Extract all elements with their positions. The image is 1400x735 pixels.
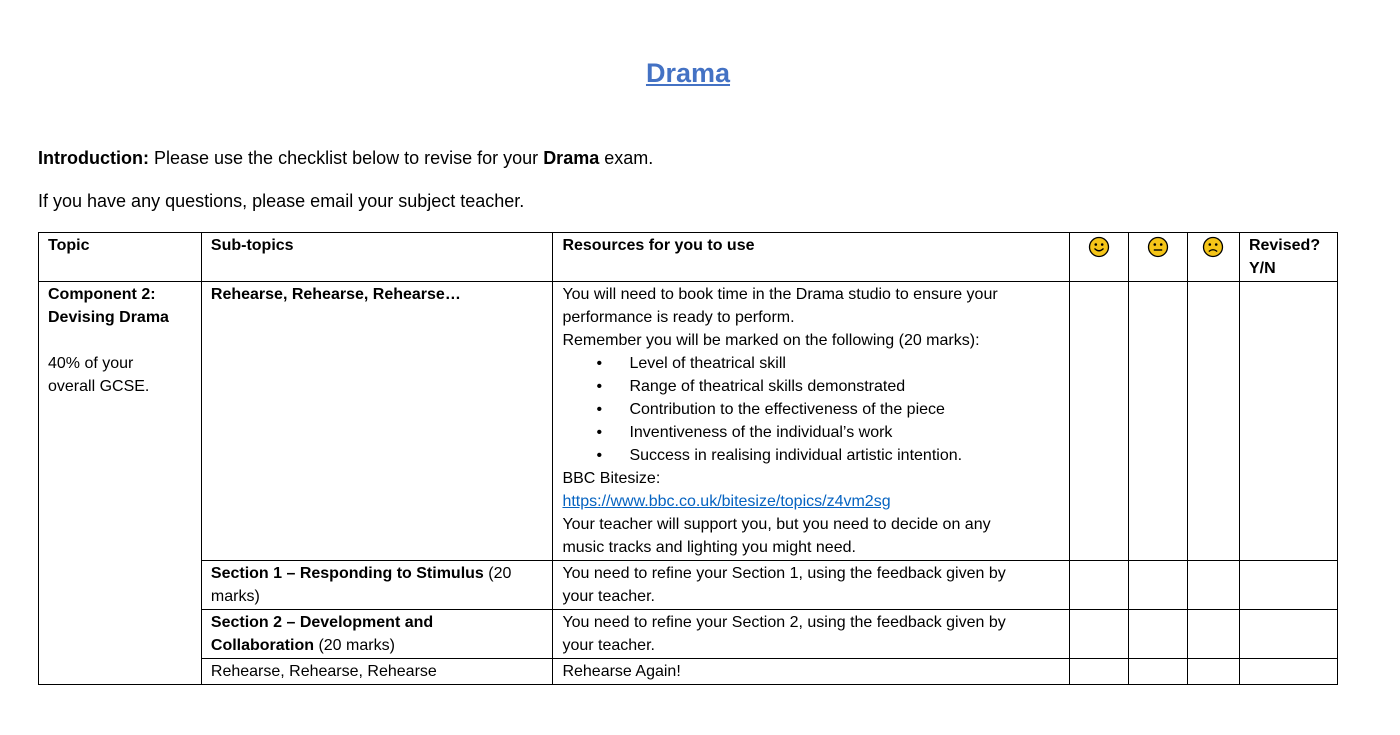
sad-face-icon [1202,236,1224,258]
happy-checkbox-cell[interactable] [1070,610,1129,659]
revised-cell[interactable] [1239,610,1337,659]
resources-cell: You need to refine your Section 1, using the feedback given by your teacher. [553,561,1070,610]
neutral-checkbox-cell[interactable] [1129,561,1188,610]
marking-criteria-list [562,352,1060,467]
topic-note-line1: 40% of your [48,355,134,372]
introduction-text-end: exam. [599,148,654,168]
list-item: • Contribution to the effectiveness of the piece [562,398,1060,421]
happy-checkbox-cell[interactable] [1070,659,1129,685]
header-sad [1188,233,1240,282]
topic-title-line1: Component 2: [48,286,156,303]
list-item: • Level of theatrical skill [562,352,1060,375]
resources-cell: You will need to book time in the Drama studio to ensure your performance is ready to perform. Remember you will be marked on the following (20 marks): • Level of theatrical skill • Range of theatrical skills demonstrated • Contribution to the effectiveness of the piece • Inventiveness of the individual’s work • Success in realising individual artistic intention. BBC Bitesize: https://www.bbc.co.uk/bitesize/topics/z4vm2sg Your teacher will support you, but you need to decide on any music tracks and lighting you might need. [553,282,1070,561]
list-item: • Inventiveness of the individual’s work [562,421,1060,444]
neutral-checkbox-cell[interactable] [1129,610,1188,659]
sad-checkbox-cell[interactable] [1188,610,1240,659]
header-subtopics: Sub-topics [201,233,553,282]
header-happy [1070,233,1129,282]
table-header-row [39,233,1338,282]
list-item: • Success in realising individual artistic intention. [562,444,1060,467]
table-row [39,610,1338,659]
header-resources: Resources for you to use [553,233,1070,282]
happy-checkbox-cell[interactable] [1070,561,1129,610]
topic-cell [39,282,202,685]
topic-title-line2: Devising Drama [48,309,169,326]
revised-cell[interactable] [1239,561,1337,610]
introduction-text: Please use the checklist below to revise for your [148,148,544,168]
neutral-face-icon [1147,236,1169,258]
introduction-paragraph [38,148,653,169]
subtopic-cell: Section 1 – Responding to Stimulus (20 marks) [201,561,553,610]
subject-name: Drama [543,148,600,168]
happy-checkbox-cell[interactable] [1070,282,1129,561]
table-row [39,659,1338,685]
subtopic-cell: Section 2 – Development and Collaboration (20 marks) [201,610,553,659]
header-topic: Topic [39,233,202,282]
topic-note-line2: overall GCSE. [48,378,150,395]
neutral-checkbox-cell[interactable] [1129,659,1188,685]
contact-paragraph: If you have any questions, please email your subject teacher. [38,191,525,211]
resources-cell: You need to refine your Section 2, using the feedback given by your teacher. [553,610,1070,659]
header-revised: Revised? Y/N [1239,233,1337,282]
header-neutral [1129,233,1188,282]
introduction-label: Introduction: [38,148,149,168]
sad-checkbox-cell[interactable] [1188,561,1240,610]
revised-cell[interactable] [1239,282,1337,561]
resources-cell: Rehearse Again! [553,659,1070,685]
table-row [39,282,1338,561]
neutral-checkbox-cell[interactable] [1129,282,1188,561]
bbc-bitesize-link[interactable]: https://www.bbc.co.uk/bitesize/topics/z4vm2sg [562,493,891,510]
happy-face-icon [1088,236,1110,258]
table-row [39,561,1338,610]
revised-cell[interactable] [1239,659,1337,685]
document-title: Drama [645,58,731,88]
bitesize-label: BBC Bitesize: [562,470,661,487]
list-item: • Range of theatrical skills demonstrated [562,375,1060,398]
subtopic-cell: Rehearse, Rehearse, Rehearse [201,659,553,685]
sad-checkbox-cell[interactable] [1188,659,1240,685]
subtopic-cell: Rehearse, Rehearse, Rehearse… [201,282,553,561]
sad-checkbox-cell[interactable] [1188,282,1240,561]
revision-checklist-table [38,232,1338,685]
